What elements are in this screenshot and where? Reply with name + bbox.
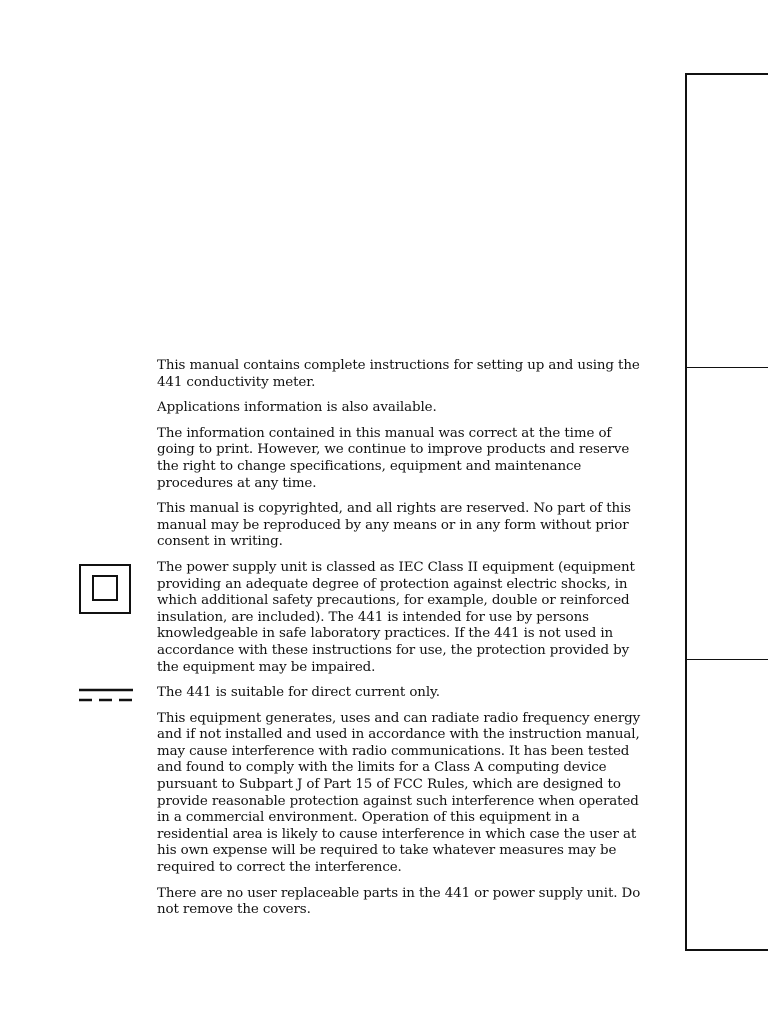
- direct-current-icon: [79, 687, 133, 705]
- double-insulation-icon: [79, 564, 131, 614]
- body-text: [157, 358, 642, 928]
- dc-paragraph: The 441 is suitable for direct current only.: [157, 685, 440, 701]
- class-ii-paragraph: The power supply unit is classed as IEC Class II equipment (equipment providing an adequate degree of protection against electric shocks, in which additional safety precautions, for example, double or reinforced insulation, are included). The 441 is intended for use by persons knowledgeable in safe laboratory practices. If the 441 is not used in accordance with these instructions for use, the protection provided by the equipment may be impaired.: [157, 559, 635, 675]
- intro-paragraph: This manual contains complete instructions for setting up and using the 441 conductivity meter.: [157, 358, 640, 390]
- fcc-paragraph: This equipment generates, uses and can radiate radio frequency energy and if not installed and used in accordance with the instruction manual, may cause interference with radio communications. It has been tested and found to comply with the limits for a Class A computing device pursuant to Subpart J of Part 15 of FCC Rules, which are designed to provide reasonable protection against such interference when operated in a commercial environment. Operation of this equipment in a residential area is likely to cause interference in which case the user at his own expense will be required to take whatever measures may be required to correct the interference.: [157, 710, 641, 876]
- covers-paragraph: There are no user replaceable parts in the 441 or power supply unit. Do not remove the covers.: [157, 885, 641, 918]
- copyright-paragraph: This manual is copyrighted, and all rights are reserved. No part of this manual may be reproduced by any means or in any form without prior consent in writing.: [157, 501, 631, 550]
- side-tab-divider: [687, 367, 768, 368]
- applications-paragraph: Applications information is also available.: [157, 400, 437, 416]
- side-tab-frame: [685, 73, 768, 951]
- accuracy-paragraph: The information contained in this manual was correct at the time of going to print. However, we continue to improve products and reserve the right to change specifications, equipment and maintenance procedures at any time.: [157, 425, 630, 491]
- side-tab-divider: [687, 659, 768, 660]
